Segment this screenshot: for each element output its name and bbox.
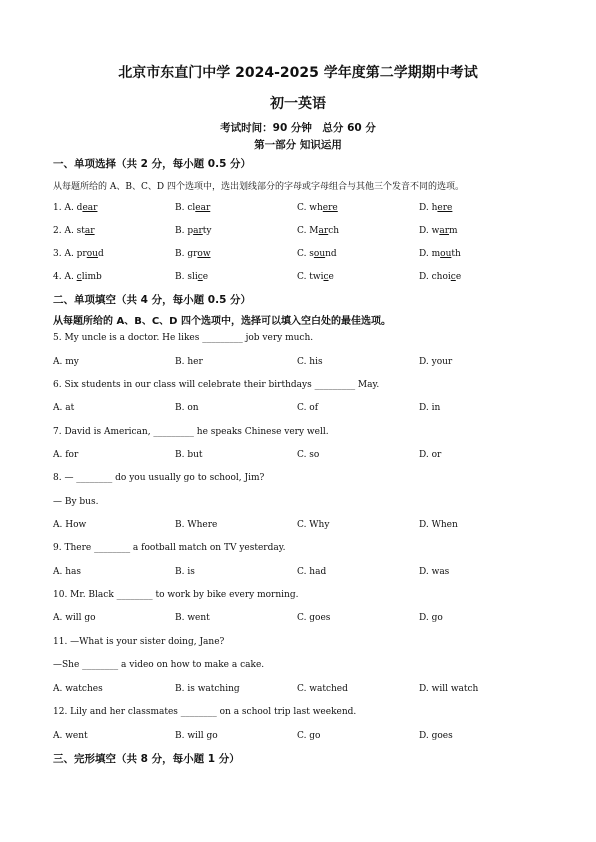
q11-option-d: D. will watch bbox=[419, 684, 479, 694]
q5-option-b: B. her bbox=[175, 357, 203, 367]
q11-option-b: B. is watching bbox=[175, 684, 240, 694]
q9-option-c: C. had bbox=[297, 567, 327, 577]
q11-option-c: C. watched bbox=[297, 684, 348, 694]
q7-option-d: D. or bbox=[419, 450, 442, 460]
q12-option-c: C. go bbox=[297, 731, 321, 741]
q7-option-b: B. but bbox=[175, 450, 203, 460]
question-6: 6. Six students in our class will celebrate their birthdays _________ May. bbox=[53, 380, 380, 390]
q5-option-d: D. your bbox=[419, 357, 453, 367]
q2-option-c: C. March bbox=[297, 226, 340, 236]
question-10: 10. Mr. Black ________ to work by bike every morning. bbox=[53, 590, 299, 600]
q5-option-a: A. my bbox=[53, 357, 79, 367]
q1-option-a: 1. A. dear bbox=[53, 203, 98, 213]
q2-option-d: D. warm bbox=[419, 226, 458, 236]
question-11: 11. —What is your sister doing, Jane? bbox=[53, 637, 225, 647]
q2-option-b: B. party bbox=[175, 226, 212, 236]
q6-option-b: B. on bbox=[175, 403, 199, 413]
subject-title: 初一英语 bbox=[270, 96, 326, 112]
q6-option-a: A. at bbox=[53, 403, 75, 413]
q3-option-d: D. mouth bbox=[419, 249, 461, 259]
q9-option-b: B. is bbox=[175, 567, 195, 577]
q10-option-a: A. will go bbox=[53, 613, 96, 623]
q11-option-a: A. watches bbox=[53, 684, 103, 694]
q12-option-d: D. goes bbox=[419, 731, 453, 741]
q4-option-c: C. twice bbox=[297, 272, 334, 282]
q3-option-a: 3. A. proud bbox=[53, 249, 104, 259]
q3-option-b: B. grow bbox=[175, 249, 211, 259]
section2-instruction: 从每题所给的 A、B、C、D 四个选项中，选择可以填入空白处的最佳选项。 bbox=[53, 316, 391, 327]
question-5: 5. My uncle is a doctor. He likes _________ job very much. bbox=[53, 333, 314, 343]
q12-option-a: A. went bbox=[53, 731, 88, 741]
q1-option-d: D. here bbox=[419, 203, 453, 213]
question-12: 12. Lily and her classmates ________ on a school trip last weekend. bbox=[53, 707, 357, 717]
q10-option-c: C. goes bbox=[297, 613, 331, 623]
part-title: 第一部分 知识运用 bbox=[254, 139, 342, 151]
question-9: 9. There ________ a football match on TV yesterday. bbox=[53, 543, 286, 553]
q7-option-c: C. so bbox=[297, 450, 320, 460]
question-11-line-2: —She ________ a video on how to make a cake. bbox=[53, 660, 265, 670]
q8-option-d: D. When bbox=[419, 520, 458, 530]
section2-heading: 二、单项填空（共 4 分，每小题 0.5 分） bbox=[53, 294, 252, 306]
question-8: 8. — ________ do you usually go to school, Jim? bbox=[53, 473, 265, 483]
q5-option-c: C. his bbox=[297, 357, 323, 367]
q10-option-b: B. went bbox=[175, 613, 210, 623]
q8-option-a: A. How bbox=[53, 520, 87, 530]
q1-option-b: B. clear bbox=[175, 203, 211, 213]
q8-option-b: B. Where bbox=[175, 520, 218, 530]
section3-heading: 三、完形填空（共 8 分，每小题 1 分） bbox=[53, 753, 240, 765]
q4-option-d: D. choice bbox=[419, 272, 462, 282]
exam-info: 考试时间：90 分钟 总分 60 分 bbox=[220, 122, 376, 134]
exam-title: 北京市东直门中学 2024-2025 学年度第二学期期中考试 bbox=[118, 65, 478, 81]
q12-option-b: B. will go bbox=[175, 731, 218, 741]
section1-heading: 一、单项选择（共 2 分，每小题 0.5 分） bbox=[53, 158, 252, 170]
q6-option-d: D. in bbox=[419, 403, 441, 413]
q4-option-a: 4. A. climb bbox=[53, 272, 102, 282]
q7-option-a: A. for bbox=[53, 450, 79, 460]
q6-option-c: C. of bbox=[297, 403, 319, 413]
section1-instruction: 从每题所给的 A、B、C、D 四个选项中，选出划线部分的字母或字母组合与其他三个发音不同的选项。 bbox=[53, 182, 464, 192]
q9-option-d: D. was bbox=[419, 567, 450, 577]
q10-option-d: D. go bbox=[419, 613, 443, 623]
question-8-reply: — By bus. bbox=[53, 497, 99, 507]
q2-option-a: 2. A. star bbox=[53, 226, 95, 236]
q4-option-b: B. slice bbox=[175, 272, 209, 282]
q1-option-c: C. where bbox=[297, 203, 338, 213]
question-7: 7. David is American, _________ he speaks Chinese very well. bbox=[53, 427, 329, 437]
q8-option-c: C. Why bbox=[297, 520, 330, 530]
q9-option-a: A. has bbox=[53, 567, 82, 577]
q3-option-c: C. sound bbox=[297, 249, 337, 259]
